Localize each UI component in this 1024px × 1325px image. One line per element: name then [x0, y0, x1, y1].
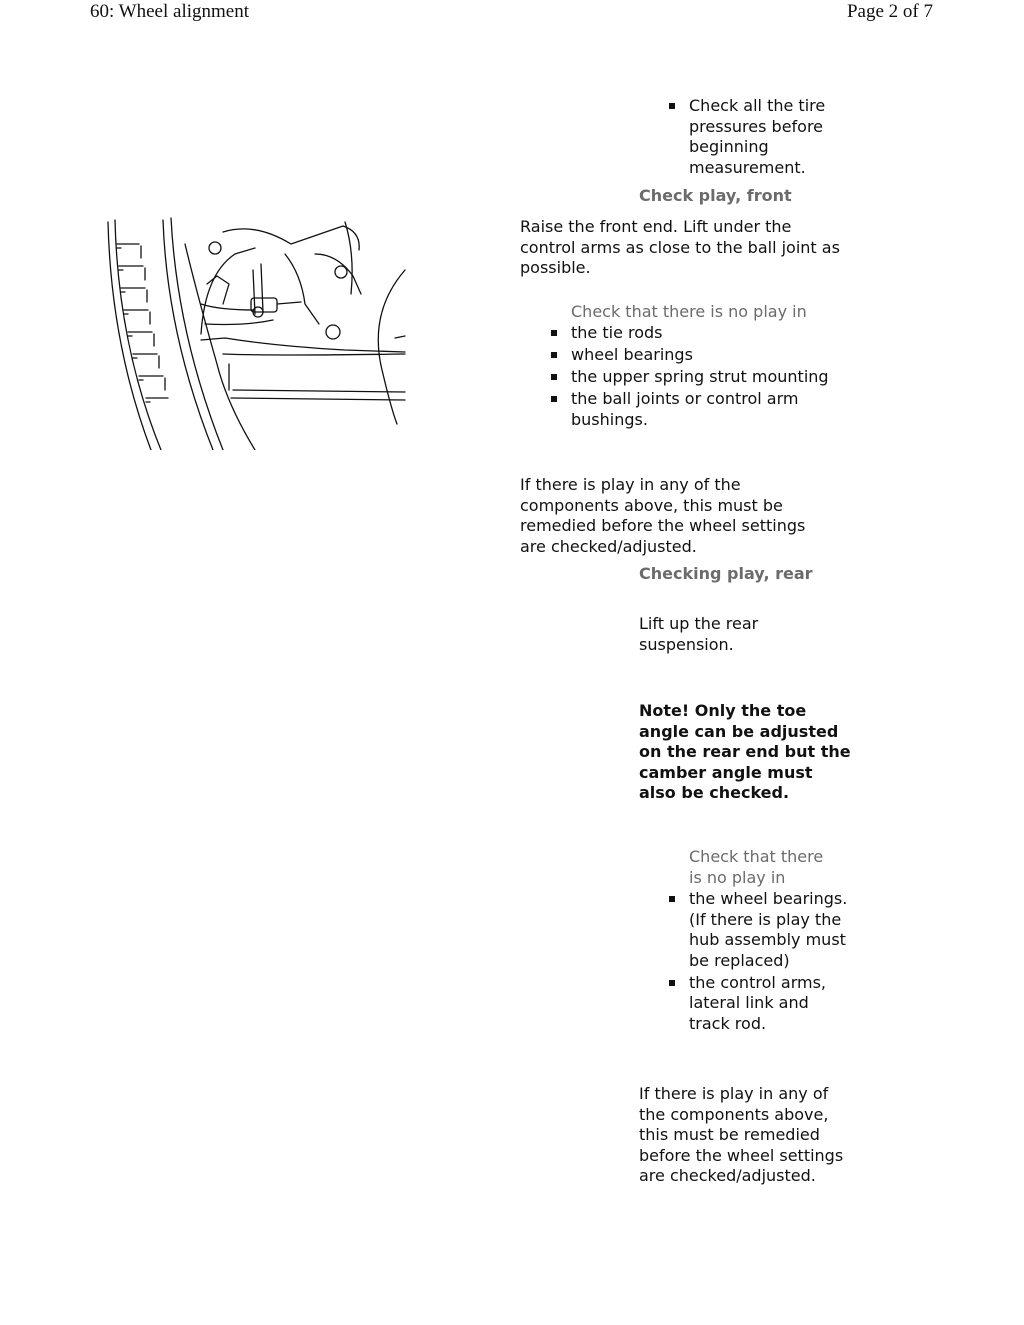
- rear-play-list: [669, 889, 849, 1036]
- tire-pressure-list: [669, 96, 849, 180]
- square-bullet-icon: [551, 396, 557, 402]
- section-heading-rear: Checking play, rear: [639, 564, 813, 583]
- page-title: 60: Wheel alignment: [90, 1, 249, 22]
- list-item: the ball joints or control arm bushings.: [551, 389, 831, 430]
- rear-note: Note! Only the toe angle can be adjusted on the rear end but the camber angle must also be checked.: [639, 701, 851, 802]
- list-item: the wheel bearings. (If there is play the hub assembly must be replaced): [669, 889, 849, 971]
- list-item: the tie rods: [551, 323, 831, 344]
- page-number: Page 2 of 7: [846, 1, 933, 22]
- list-item: wheel bearings: [551, 345, 831, 366]
- list-item: the upper spring strut mounting: [551, 367, 831, 388]
- square-bullet-icon: [669, 896, 675, 902]
- section-heading-front: Check play, front: [639, 186, 792, 205]
- front-intro-text: Raise the front end. Lift under the control arms as close to the ball joint as possible.: [520, 217, 840, 277]
- front-play-list: [551, 323, 831, 432]
- rear-remedy-text: If there is play in any of the components above, this must be remedied before the wheel settings are checked/adjusted.: [639, 1084, 844, 1185]
- rear-intro-text: Lift up the rear suspension.: [639, 614, 759, 654]
- square-bullet-icon: [551, 352, 557, 358]
- front-remedy-text: If there is play in any of the components above, this must be remedied before the wheel settings are checked/adjusted.: [520, 475, 806, 556]
- square-bullet-icon: [669, 980, 675, 986]
- front-suspension-illustration: [105, 214, 410, 450]
- list-item: the control arms, lateral link and track rod.: [669, 973, 849, 1035]
- square-bullet-icon: [669, 103, 675, 109]
- list-item: Check all the tire pressures before beginning measurement.: [669, 96, 849, 178]
- rear-check-label: Check that there is no play in: [689, 847, 824, 887]
- front-check-label: Check that there is no play in: [571, 302, 807, 321]
- square-bullet-icon: [551, 330, 557, 336]
- square-bullet-icon: [551, 374, 557, 380]
